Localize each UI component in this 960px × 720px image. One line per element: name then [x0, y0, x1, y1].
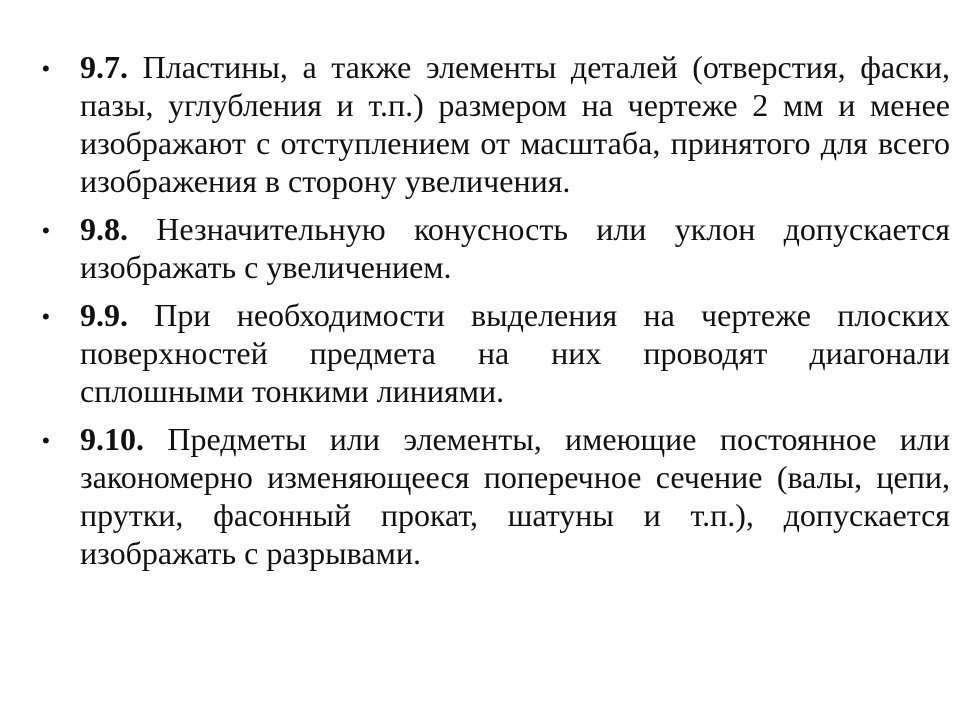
- bullet-number: 9.8.: [80, 211, 128, 247]
- bullet-text: [80, 296, 950, 410]
- bullet-text: [80, 48, 950, 200]
- bullet-number: 9.10.: [80, 421, 144, 457]
- bullet-body: Предметы или элементы, имеющие постоянное или закономерно изменяющееся поперечное сечение (валы, цепи, прутки, фасонный прокат, шатуны и т.п.), допускается изображать с разрывами.: [80, 421, 950, 571]
- bullet-body: Пластины, а также элементы деталей (отверстия, фаски, пазы, углубления и т.п.) размером на чертеже 2 мм и менее изображают с отступлением от масштаба, принятого для всего изображения в сторону увеличения.: [80, 49, 951, 199]
- bullet-item-9-8: [0, 210, 960, 286]
- bullet-number: 9.9.: [80, 297, 128, 333]
- bullet-body: При необходимости выделения на чертеже плоских поверхностей предмета на них проводят диагонали сплошными тонкими линиями.: [80, 297, 951, 409]
- bullet-icon: •: [42, 56, 50, 81]
- bullet-icon: •: [42, 218, 50, 243]
- bullet-text: [80, 420, 950, 572]
- bullet-icon: •: [42, 304, 50, 329]
- bullet-list: [0, 48, 960, 582]
- bullet-text: [80, 210, 950, 286]
- bullet-icon: •: [42, 428, 50, 453]
- bullet-item-9-9: [0, 296, 960, 410]
- bullet-number: 9.7.: [80, 49, 128, 85]
- bullet-item-9-10: [0, 420, 960, 572]
- bullet-item-9-7: [0, 48, 960, 200]
- bullet-body: Незначительную конусность или уклон допускается изображать с увеличением.: [80, 211, 951, 285]
